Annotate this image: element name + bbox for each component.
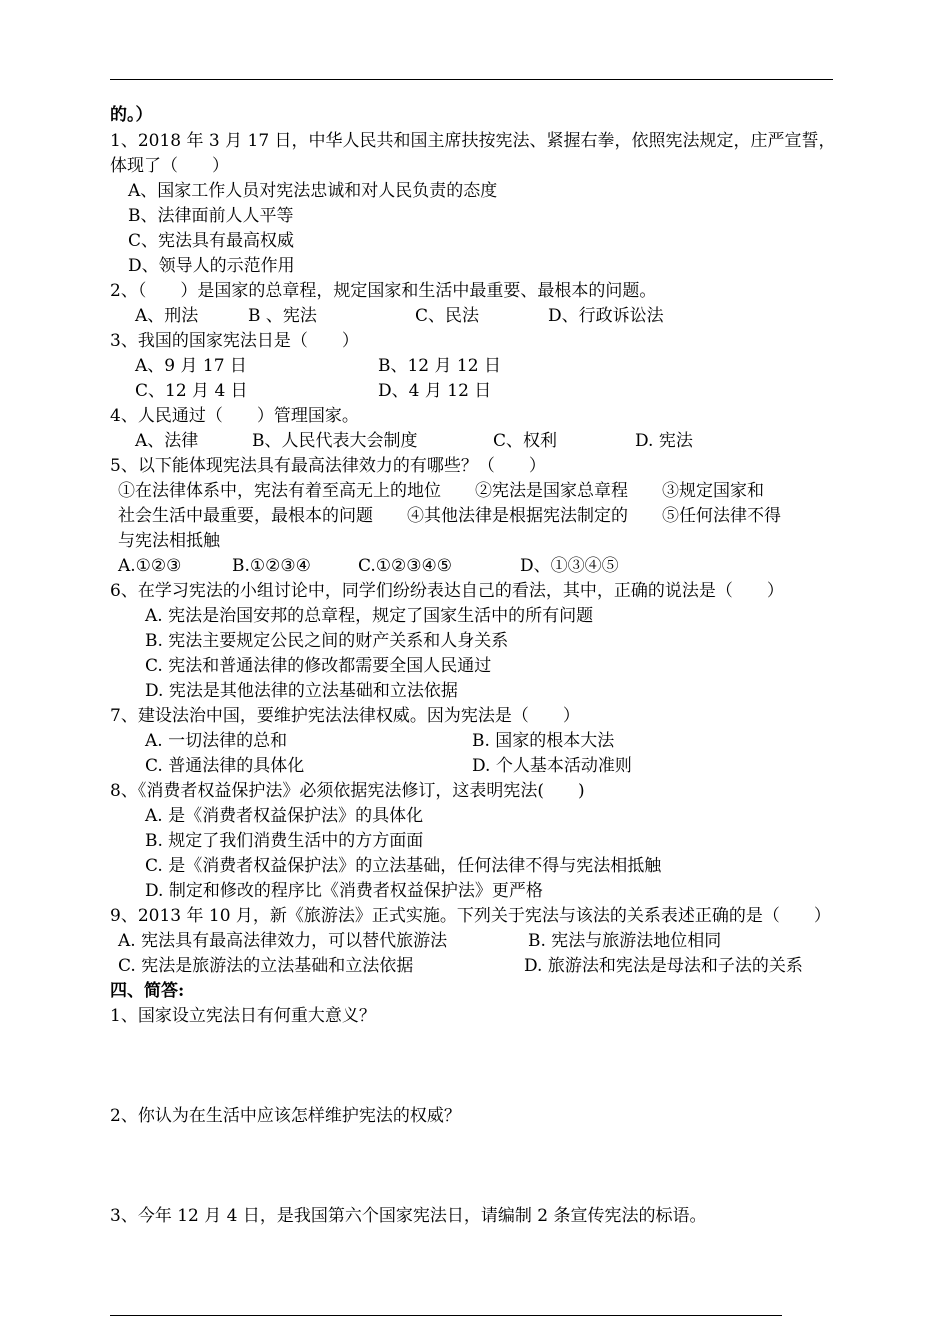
q2-option-b: B 、宪法 (248, 306, 317, 326)
q5-option-c: C.①②③④⑤ (358, 556, 453, 576)
q5-statement-line3: 与宪法相抵触 (118, 531, 220, 551)
q1-stem-line1: 1、2018 年 3 月 17 日，中华人民共和国主席扶按宪法、紧握右拳，依照宪法规定，庄严宣誓， (110, 131, 836, 151)
q1-option-a: A、国家工作人员对宪法忠诚和对人民负责的态度 (128, 181, 498, 201)
q1-stem-line2: 体现了（ ） (110, 156, 229, 176)
q9-stem: 9、2013 年 10 月，新《旅游法》正式实施。下列关于宪法与该法的关系表述正确的是（ ） (110, 906, 831, 926)
q7-option-d: D. 个人基本活动准则 (472, 756, 632, 776)
q4-option-a: A、法律 (135, 431, 199, 451)
q5-statement-line2: 社会生活中最重要，最根本的问题 ④其他法律是根据宪法制定的 ⑤任何法律不得 (118, 506, 781, 526)
short-answer-1: 1、国家设立宪法日有何重大意义？ (110, 1006, 376, 1026)
q8-option-c: C. 是《消费者权益保护法》的立法基础，任何法律不得与宪法相抵触 (145, 856, 662, 876)
q8-option-a: A. 是《消费者权益保护法》的具体化 (145, 806, 424, 826)
q5-statement-line1: ①在法律体系中，宪法有着至高无上的地位 ②宪法是国家总章程 ③规定国家和 (118, 481, 764, 501)
q1-option-d: D、领导人的示范作用 (128, 256, 295, 276)
q2-option-c: C、民法 (415, 306, 480, 326)
q2-option-a: A、刑法 (135, 306, 199, 326)
q1-option-b: B、法律面前人人平等 (128, 206, 294, 226)
intro-fragment: 的。） (110, 105, 153, 125)
section4-title: 四、简答: (110, 981, 185, 1001)
q2-stem: 2、（ ）是国家的总章程，规定国家和生活中最重要、最根本的问题。 (110, 281, 657, 301)
q4-stem: 4、人民通过（ ）管理国家。 (110, 406, 359, 426)
header-rule (110, 79, 833, 80)
q6-option-c: C. 宪法和普通法律的修改都需要全国人民通过 (145, 656, 492, 676)
q7-option-a: A. 一切法律的总和 (145, 731, 288, 751)
q3-option-a: A、9 月 17 日 (135, 356, 247, 376)
q3-option-d: D、4 月 12 日 (378, 381, 492, 401)
q8-option-d: D. 制定和修改的程序比《消费者权益保护法》更严格 (145, 881, 543, 901)
q8-stem: 8、《消费者权益保护法》必须依据宪法修订，这表明宪法( ) (110, 781, 585, 801)
q3-option-c: C、12 月 4 日 (135, 381, 248, 401)
q6-option-b: B. 宪法主要规定公民之间的财产关系和人身关系 (145, 631, 509, 651)
q5-option-d: D、①③④⑤ (520, 556, 619, 576)
q6-option-d: D. 宪法是其他法律的立法基础和立法依据 (145, 681, 458, 701)
q4-option-c: C、权利 (493, 431, 558, 451)
q7-option-b: B. 国家的根本大法 (472, 731, 615, 751)
q7-option-c: C. 普通法律的具体化 (145, 756, 305, 776)
q9-option-d: D. 旅游法和宪法是母法和子法的关系 (524, 956, 803, 976)
q6-stem: 6、在学习宪法的小组讨论中，同学们纷纷表达自己的看法，其中，正确的说法是（ ） (110, 581, 784, 601)
q5-option-b: B.①②③④ (232, 556, 311, 576)
q4-option-b: B、人民代表大会制度 (252, 431, 418, 451)
q1-option-c: C、宪法具有最高权威 (128, 231, 295, 251)
footer-rule (110, 1315, 782, 1316)
q7-stem: 7、建设法治中国，要维护宪法法律权威。因为宪法是（ ） (110, 706, 580, 726)
q4-option-d: D. 宪法 (635, 431, 693, 451)
q3-stem: 3、我国的国家宪法日是（ ） (110, 331, 359, 351)
q3-option-b: B、12 月 12 日 (378, 356, 501, 376)
q5-stem: 5、以下能体现宪法具有最高法律效力的有哪些？（ ） (110, 456, 546, 476)
short-answer-3: 3、今年 12 月 4 日，是我国第六个国家宪法日，请编制 2 条宣传宪法的标语。 (110, 1206, 707, 1226)
q9-option-b: B. 宪法与旅游法地位相同 (528, 931, 722, 951)
q2-option-d: D、行政诉讼法 (548, 306, 664, 326)
short-answer-2: 2、你认为在生活中应该怎样维护宪法的权威？ (110, 1106, 461, 1126)
q6-option-a: A. 宪法是治国安邦的总章程，规定了国家生活中的所有问题 (145, 606, 594, 626)
q8-option-b: B. 规定了我们消费生活中的方方面面 (145, 831, 424, 851)
q9-option-a: A. 宪法具有最高法律效力，可以替代旅游法 (118, 931, 448, 951)
q9-option-c: C. 宪法是旅游法的立法基础和立法依据 (118, 956, 414, 976)
q5-option-a: A.①②③ (118, 556, 182, 576)
